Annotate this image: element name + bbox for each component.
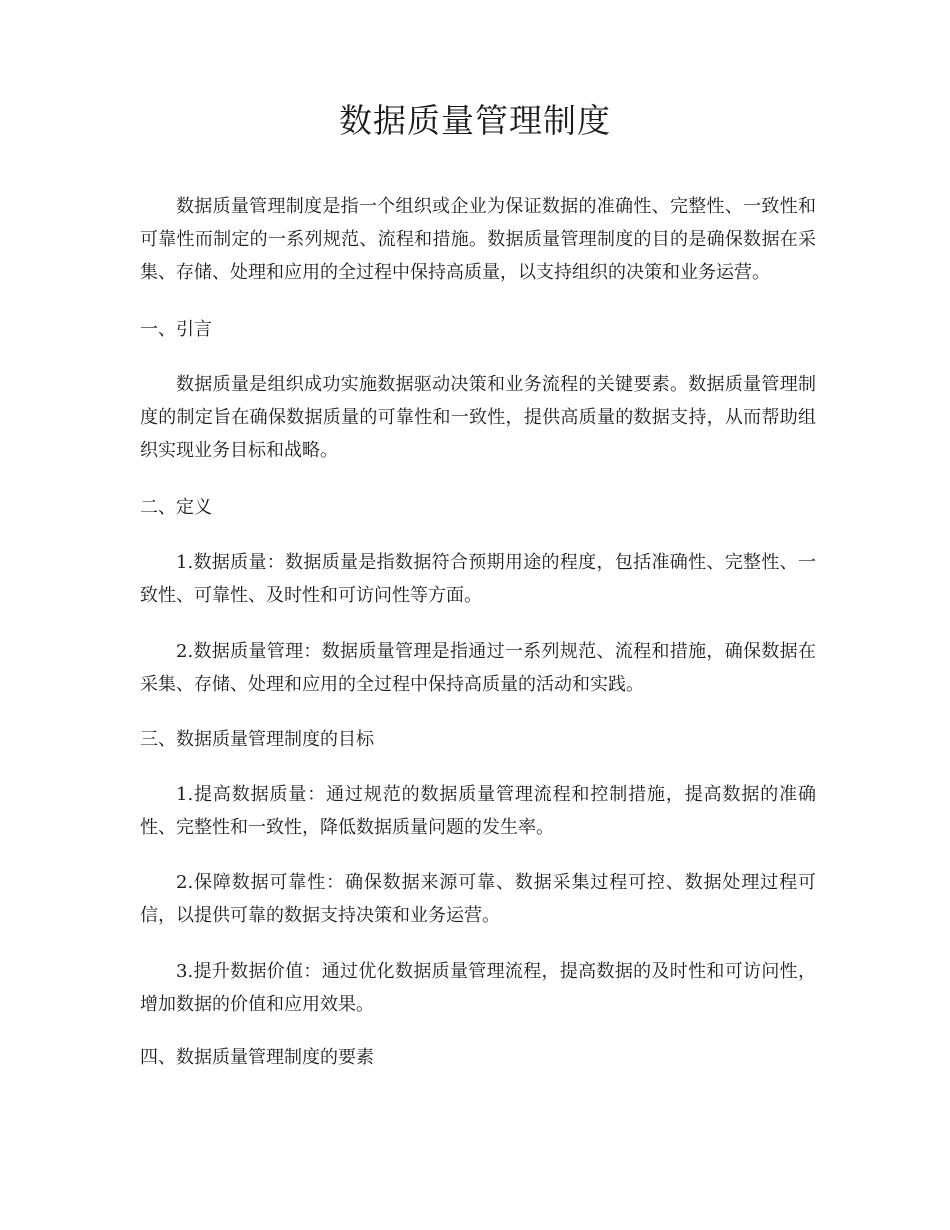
- document-title: 数据质量管理制度: [339, 101, 611, 140]
- goal-item-1: 1.提高数据质量：通过规范的数据质量管理流程和控制措施，提高数据的准确性、完整性和一致性，降低数据质量问题的发生率。: [140, 784, 816, 838]
- goal-item-2: 2.保障数据可靠性：确保数据来源可靠、数据采集过程可控、数据处理过程可信，以提供可靠的数据支持决策和业务运营。: [140, 872, 816, 926]
- goal-item-3: 3.提升数据价值：通过优化数据质量管理流程，提高数据的及时性和可访问性，增加数据的价值和应用效果。: [140, 961, 816, 1015]
- intro-paragraph: 数据质量管理制度是指一个组织或企业为保证数据的准确性、完整性、一致性和可靠性而制定的一系列规范、流程和措施。数据质量管理制度的目的是确保数据在采集、存储、处理和应用的全过程中保持高质量，以支持组织的决策和业务运营。: [140, 196, 816, 283]
- section-heading-introduction: 一、引言: [140, 319, 212, 340]
- section-heading-goals: 三、数据质量管理制度的目标: [140, 729, 374, 750]
- section-heading-elements: 四、数据质量管理制度的要素: [140, 1047, 374, 1068]
- section-heading-definitions: 二、定义: [140, 497, 212, 518]
- definition-item-1: 1.数据质量：数据质量是指数据符合预期用途的程度，包括准确性、完整性、一致性、可靠性、及时性和可访问性等方面。: [140, 552, 816, 606]
- definition-item-2: 2.数据质量管理：数据质量管理是指通过一系列规范、流程和措施，确保数据在采集、存储、处理和应用的全过程中保持高质量的活动和实践。: [140, 641, 816, 695]
- introduction-paragraph: 数据质量是组织成功实施数据驱动决策和业务流程的关键要素。数据质量管理制度的制定旨在确保数据质量的可靠性和一致性，提供高质量的数据支持，从而帮助组织实现业务目标和战略。: [140, 374, 816, 461]
